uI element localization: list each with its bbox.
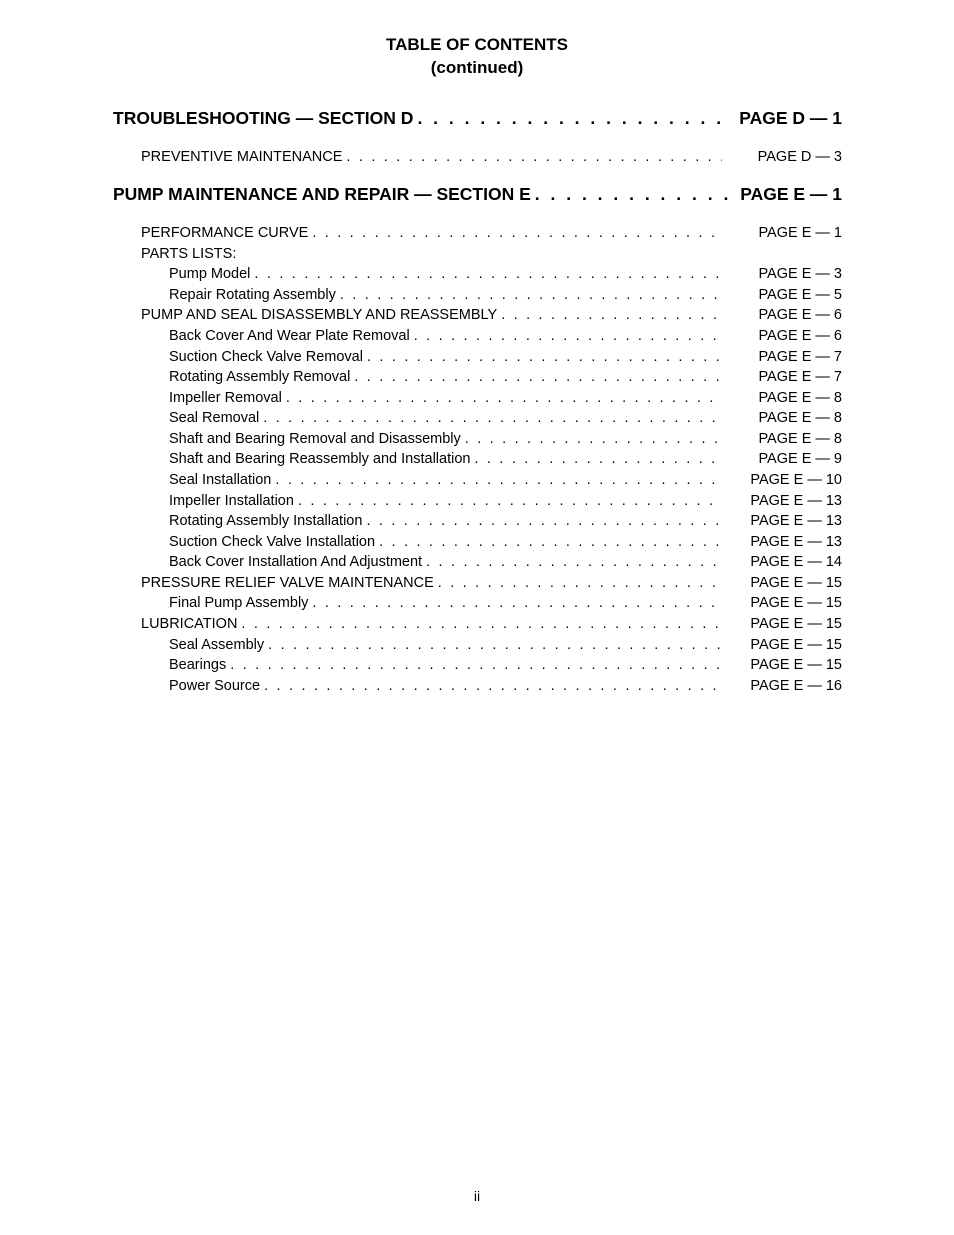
- toc-entry-suction-check-valve-installation[interactable]: [169, 534, 842, 554]
- toc-entry-back-cover-removal[interactable]: [169, 328, 842, 348]
- toc-entry-page: PAGE E — 7: [750, 349, 842, 365]
- dot-leader: [342, 149, 722, 165]
- toc-entry-label: Impeller Installation: [169, 493, 294, 509]
- toc-entry-seal-removal[interactable]: [169, 410, 842, 430]
- toc-entry-final-pump-assembly[interactable]: [169, 595, 842, 615]
- toc-entry-label: Power Source: [169, 678, 261, 694]
- dot-leader: [282, 390, 722, 406]
- toc-header: [0, 33, 954, 79]
- toc-entry-pump-and-seal-disassembly[interactable]: [141, 307, 842, 327]
- toc-entry-back-cover-installation[interactable]: [169, 554, 842, 574]
- dot-leader: [294, 493, 722, 509]
- toc-entry-label: Shaft and Bearing Reassembly and Installation: [169, 451, 471, 467]
- toc-entry-rotating-assembly-installation[interactable]: [169, 513, 842, 533]
- page-number: ii: [473, 1188, 481, 1204]
- toc-section-page: PAGE D — 1: [731, 108, 842, 129]
- dot-leader: [410, 328, 722, 344]
- toc-entry-page: PAGE E — 8: [750, 390, 842, 406]
- toc-entry-label: LUBRICATION: [141, 616, 238, 632]
- toc-entry-label: Rotating Assembly Installation: [169, 513, 363, 529]
- dot-leader: [461, 431, 722, 447]
- toc-entry-label: Bearings: [169, 657, 227, 673]
- toc-entry-pump-model[interactable]: [169, 266, 842, 286]
- toc-entry-lubrication[interactable]: [141, 616, 842, 636]
- dot-leader: [531, 184, 730, 205]
- toc-entry-label: PRESSURE RELIEF VALVE MAINTENANCE: [141, 575, 434, 591]
- dot-leader: [226, 657, 722, 673]
- toc-entry-label: Rotating Assembly Removal: [169, 369, 351, 385]
- toc-entry-seal-installation[interactable]: [169, 472, 842, 492]
- toc-entry-page: PAGE D — 3: [750, 149, 842, 165]
- toc-entry-power-source[interactable]: [169, 678, 842, 698]
- dot-leader: [470, 451, 722, 467]
- toc-entry-performance-curve[interactable]: [141, 225, 842, 245]
- toc-entry-label: Shaft and Bearing Removal and Disassembly: [169, 431, 461, 447]
- toc-entry-shaft-bearing-removal[interactable]: [169, 431, 842, 451]
- dot-leader: [422, 554, 722, 570]
- toc-entry-shaft-bearing-reassembly[interactable]: [169, 451, 842, 471]
- toc-section-e[interactable]: [113, 184, 842, 208]
- dot-leader: [413, 108, 730, 129]
- toc-entry-impeller-installation[interactable]: [169, 493, 842, 513]
- toc-entry-page: PAGE E — 1: [750, 225, 842, 241]
- toc-entry-label: PARTS LISTS:: [141, 246, 237, 262]
- dot-leader: [350, 369, 722, 385]
- toc-entry-label: Seal Assembly: [169, 637, 265, 653]
- toc-entry-page: PAGE E — 14: [742, 554, 842, 570]
- dot-leader: [259, 410, 722, 426]
- toc-entry-page: PAGE E — 15: [742, 595, 842, 611]
- toc-title: TABLE OF CONTENTS: [386, 35, 568, 54]
- toc-entry-label: Seal Removal: [169, 410, 260, 426]
- toc-subtitle: (continued): [430, 58, 524, 77]
- toc-entry-seal-assembly[interactable]: [169, 637, 842, 657]
- toc-entry-page: PAGE E — 15: [742, 657, 842, 673]
- toc-entry-page: PAGE E — 13: [742, 493, 842, 509]
- toc-section-title: TROUBLESHOOTING — SECTION D: [113, 108, 414, 128]
- dot-leader: [271, 472, 722, 488]
- dot-leader: [264, 637, 722, 653]
- toc-entry-label: Impeller Removal: [169, 390, 282, 406]
- toc-entry-label: PREVENTIVE MAINTENANCE: [141, 149, 343, 165]
- toc-entry-page: PAGE E — 13: [742, 534, 842, 550]
- toc-entry-parts-lists: [141, 246, 842, 266]
- toc-section-title: PUMP MAINTENANCE AND REPAIR — SECTION E: [113, 184, 531, 204]
- toc-section-page: PAGE E — 1: [732, 184, 842, 205]
- toc-entry-label: Back Cover And Wear Plate Removal: [169, 328, 410, 344]
- toc-entry-suction-check-valve-removal[interactable]: [169, 349, 842, 369]
- toc-entry-page: PAGE E — 3: [750, 266, 842, 282]
- dot-leader: [336, 287, 722, 303]
- toc-entry-page: PAGE E — 5: [750, 287, 842, 303]
- toc-entry-repair-rotating-assembly[interactable]: [169, 287, 842, 307]
- dot-leader: [308, 225, 722, 241]
- toc-entry-page: PAGE E — 9: [750, 451, 842, 467]
- toc-entry-page: PAGE E — 15: [742, 575, 842, 591]
- dot-leader: [362, 513, 722, 529]
- dot-leader: [237, 616, 722, 632]
- toc-entry-rotating-assembly-removal[interactable]: [169, 369, 842, 389]
- toc-entry-page: PAGE E — 15: [742, 616, 842, 632]
- toc-entry-page: PAGE E — 8: [750, 410, 842, 426]
- toc-section-d[interactable]: [113, 108, 842, 132]
- dot-leader: [308, 595, 722, 611]
- toc-entry-preventive-maintenance[interactable]: [141, 149, 842, 169]
- toc-entry-bearings[interactable]: [169, 657, 842, 677]
- dot-leader: [375, 534, 722, 550]
- toc-entry-label: Repair Rotating Assembly: [169, 287, 336, 303]
- toc-entry-page: PAGE E — 8: [750, 431, 842, 447]
- toc-entry-page: PAGE E — 13: [742, 513, 842, 529]
- toc-entry-page: PAGE E — 15: [742, 637, 842, 653]
- toc-entry-label: Suction Check Valve Removal: [169, 349, 363, 365]
- toc-entry-label: Seal Installation: [169, 472, 272, 488]
- dot-leader: [250, 266, 722, 282]
- toc-entry-label: PERFORMANCE CURVE: [141, 225, 309, 241]
- toc-entry-page: PAGE E — 7: [750, 369, 842, 385]
- dot-leader: [434, 575, 722, 591]
- toc-entry-page: PAGE E — 6: [750, 307, 842, 323]
- toc-entry-page: PAGE E — 10: [742, 472, 842, 488]
- toc-entry-pressure-relief-valve[interactable]: [141, 575, 842, 595]
- dot-leader: [363, 349, 722, 365]
- toc-entry-label: Suction Check Valve Installation: [169, 534, 376, 550]
- toc-entry-label: PUMP AND SEAL DISASSEMBLY AND REASSEMBLY: [141, 307, 498, 323]
- toc-entry-page: PAGE E — 16: [742, 678, 842, 694]
- toc-entry-page: PAGE E — 6: [750, 328, 842, 344]
- toc-entry-label: Pump Model: [169, 266, 251, 282]
- dot-leader: [260, 678, 722, 694]
- toc-entry-impeller-removal[interactable]: [169, 390, 842, 410]
- toc-entry-label: Back Cover Installation And Adjustment: [169, 554, 423, 570]
- dot-leader: [497, 307, 722, 323]
- toc-entry-label: Final Pump Assembly: [169, 595, 309, 611]
